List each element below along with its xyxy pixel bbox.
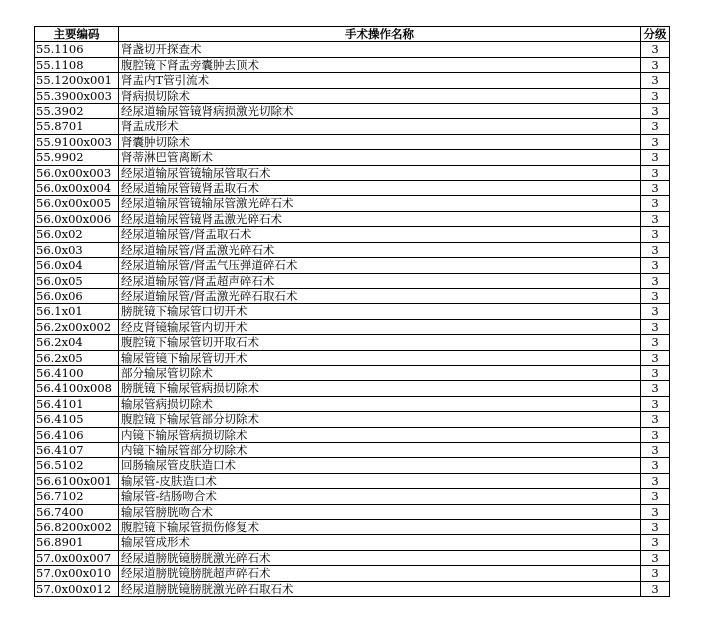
table-row <box>35 381 670 396</box>
table-row <box>35 350 670 365</box>
table-row <box>35 520 670 535</box>
name-cell: 肾盏切开探查术 <box>119 42 641 57</box>
procedure-table <box>34 26 670 597</box>
code-cell: 56.0x02 <box>35 227 119 242</box>
name-cell: 内镜下输尿管病损切除术 <box>119 427 641 442</box>
name-cell: 经尿道输尿管/肾盂激光碎石取石术 <box>119 288 641 303</box>
code-cell: 55.1108 <box>35 57 119 72</box>
name-cell: 经尿道输尿管镜肾盂激光碎石术 <box>119 211 641 226</box>
grade-cell: 3 <box>641 381 670 396</box>
table-row <box>35 211 670 226</box>
table-row <box>35 119 670 134</box>
code-cell: 56.7400 <box>35 504 119 519</box>
name-cell: 腹腔镜下输尿管部分切除术 <box>119 412 641 427</box>
code-cell: 56.0x04 <box>35 258 119 273</box>
table-row <box>35 258 670 273</box>
code-cell: 56.5102 <box>35 458 119 473</box>
grade-cell: 3 <box>641 288 670 303</box>
table-row <box>35 104 670 119</box>
table-row <box>35 581 670 596</box>
code-cell: 57.0x00x010 <box>35 566 119 581</box>
name-cell: 输尿管镜下输尿管切开术 <box>119 350 641 365</box>
header-grade: 分级 <box>641 27 670 42</box>
code-cell: 56.0x05 <box>35 273 119 288</box>
code-cell: 56.0x00x003 <box>35 165 119 180</box>
header-code: 主要编码 <box>35 27 119 42</box>
table-row <box>35 535 670 550</box>
grade-cell: 3 <box>641 273 670 288</box>
table-row <box>35 335 670 350</box>
table-row <box>35 42 670 57</box>
grade-cell: 3 <box>641 396 670 411</box>
grade-cell: 3 <box>641 88 670 103</box>
code-cell: 56.6100x001 <box>35 473 119 488</box>
name-cell: 经尿道输尿管/肾盂取石术 <box>119 227 641 242</box>
grade-cell: 3 <box>641 196 670 211</box>
grade-cell: 3 <box>641 566 670 581</box>
table-row <box>35 365 670 380</box>
grade-cell: 3 <box>641 335 670 350</box>
table-row <box>35 150 670 165</box>
name-cell: 膀胱镜下输尿管病损切除术 <box>119 381 641 396</box>
code-cell: 56.4105 <box>35 412 119 427</box>
table-body <box>35 42 670 597</box>
grade-cell: 3 <box>641 42 670 57</box>
name-cell: 经尿道输尿管镜肾盂取石术 <box>119 181 641 196</box>
name-cell: 部分输尿管切除术 <box>119 365 641 380</box>
table-row <box>35 288 670 303</box>
name-cell: 经尿道输尿管镜输尿管激光碎石术 <box>119 196 641 211</box>
name-cell: 膀胱镜下输尿管口切开术 <box>119 304 641 319</box>
table-row <box>35 473 670 488</box>
code-cell: 56.8200x002 <box>35 520 119 535</box>
grade-cell: 3 <box>641 473 670 488</box>
name-cell: 经尿道膀胱镜膀胱超声碎石术 <box>119 566 641 581</box>
code-cell: 56.4100x008 <box>35 381 119 396</box>
name-cell: 经皮肾镜输尿管内切开术 <box>119 319 641 334</box>
grade-cell: 3 <box>641 489 670 504</box>
name-cell: 经尿道输尿管/肾盂激光碎石术 <box>119 242 641 257</box>
grade-cell: 3 <box>641 104 670 119</box>
name-cell: 经尿道输尿管/肾盂超声碎石术 <box>119 273 641 288</box>
grade-cell: 3 <box>641 504 670 519</box>
grade-cell: 3 <box>641 581 670 596</box>
name-cell: 经尿道膀胱镜膀胱激光碎石术 <box>119 550 641 565</box>
table-row <box>35 242 670 257</box>
code-cell: 55.9100x003 <box>35 134 119 149</box>
code-cell: 56.4107 <box>35 442 119 457</box>
grade-cell: 3 <box>641 181 670 196</box>
table-row <box>35 566 670 581</box>
table-row <box>35 504 670 519</box>
grade-cell: 3 <box>641 535 670 550</box>
table-row <box>35 57 670 72</box>
grade-cell: 3 <box>641 458 670 473</box>
code-cell: 56.0x00x006 <box>35 211 119 226</box>
table-row <box>35 489 670 504</box>
name-cell: 肾病损切除术 <box>119 88 641 103</box>
name-cell: 肾囊肿切除术 <box>119 134 641 149</box>
code-cell: 56.2x05 <box>35 350 119 365</box>
name-cell: 肾蒂淋巴管离断术 <box>119 150 641 165</box>
table-row <box>35 396 670 411</box>
code-cell: 56.2x04 <box>35 335 119 350</box>
grade-cell: 3 <box>641 134 670 149</box>
grade-cell: 3 <box>641 442 670 457</box>
grade-cell: 3 <box>641 165 670 180</box>
name-cell: 肾盂内T管引流术 <box>119 73 641 88</box>
code-cell: 56.4101 <box>35 396 119 411</box>
code-cell: 56.8901 <box>35 535 119 550</box>
code-cell: 56.4106 <box>35 427 119 442</box>
table-row <box>35 165 670 180</box>
table-row <box>35 412 670 427</box>
table-row <box>35 304 670 319</box>
code-cell: 55.3900x003 <box>35 88 119 103</box>
code-cell: 55.1106 <box>35 42 119 57</box>
grade-cell: 3 <box>641 242 670 257</box>
name-cell: 经尿道输尿管镜肾病损激光切除术 <box>119 104 641 119</box>
name-cell: 经尿道输尿管镜输尿管取石术 <box>119 165 641 180</box>
header-name: 手术操作名称 <box>119 27 641 42</box>
code-cell: 56.0x03 <box>35 242 119 257</box>
table-row <box>35 319 670 334</box>
table-header-row <box>35 27 670 42</box>
grade-cell: 3 <box>641 319 670 334</box>
table-row <box>35 427 670 442</box>
code-cell: 57.0x00x007 <box>35 550 119 565</box>
grade-cell: 3 <box>641 520 670 535</box>
code-cell: 56.0x00x004 <box>35 181 119 196</box>
code-cell: 55.9902 <box>35 150 119 165</box>
code-cell: 55.1200x001 <box>35 73 119 88</box>
grade-cell: 3 <box>641 258 670 273</box>
grade-cell: 3 <box>641 350 670 365</box>
code-cell: 55.8701 <box>35 119 119 134</box>
code-cell: 56.1x01 <box>35 304 119 319</box>
table-row <box>35 73 670 88</box>
table-row <box>35 458 670 473</box>
code-cell: 56.0x00x005 <box>35 196 119 211</box>
name-cell: 腹腔镜下肾盂旁囊肿去顶术 <box>119 57 641 72</box>
table-row <box>35 88 670 103</box>
table-row <box>35 273 670 288</box>
grade-cell: 3 <box>641 211 670 226</box>
table-row <box>35 442 670 457</box>
grade-cell: 3 <box>641 365 670 380</box>
grade-cell: 3 <box>641 304 670 319</box>
code-cell: 56.2x00x002 <box>35 319 119 334</box>
table-row <box>35 227 670 242</box>
code-cell: 57.0x00x012 <box>35 581 119 596</box>
grade-cell: 3 <box>641 227 670 242</box>
code-cell: 56.7102 <box>35 489 119 504</box>
name-cell: 输尿管-皮肤造口术 <box>119 473 641 488</box>
name-cell: 经尿道膀胱镜膀胱激光碎石取石术 <box>119 581 641 596</box>
name-cell: 腹腔镜下输尿管切开取石术 <box>119 335 641 350</box>
name-cell: 输尿管-结肠吻合术 <box>119 489 641 504</box>
grade-cell: 3 <box>641 550 670 565</box>
grade-cell: 3 <box>641 119 670 134</box>
name-cell: 肾盂成形术 <box>119 119 641 134</box>
grade-cell: 3 <box>641 73 670 88</box>
grade-cell: 3 <box>641 427 670 442</box>
name-cell: 回肠输尿管皮肤造口术 <box>119 458 641 473</box>
name-cell: 腹腔镜下输尿管损伤修复术 <box>119 520 641 535</box>
grade-cell: 3 <box>641 412 670 427</box>
table-row <box>35 550 670 565</box>
code-cell: 56.0x06 <box>35 288 119 303</box>
grade-cell: 3 <box>641 150 670 165</box>
name-cell: 输尿管膀胱吻合术 <box>119 504 641 519</box>
table-row <box>35 134 670 149</box>
name-cell: 内镜下输尿管部分切除术 <box>119 442 641 457</box>
table-row <box>35 196 670 211</box>
name-cell: 输尿管病损切除术 <box>119 396 641 411</box>
code-cell: 55.3902 <box>35 104 119 119</box>
name-cell: 经尿道输尿管/肾盂气压弹道碎石术 <box>119 258 641 273</box>
name-cell: 输尿管成形术 <box>119 535 641 550</box>
grade-cell: 3 <box>641 57 670 72</box>
table-row <box>35 181 670 196</box>
code-cell: 56.4100 <box>35 365 119 380</box>
